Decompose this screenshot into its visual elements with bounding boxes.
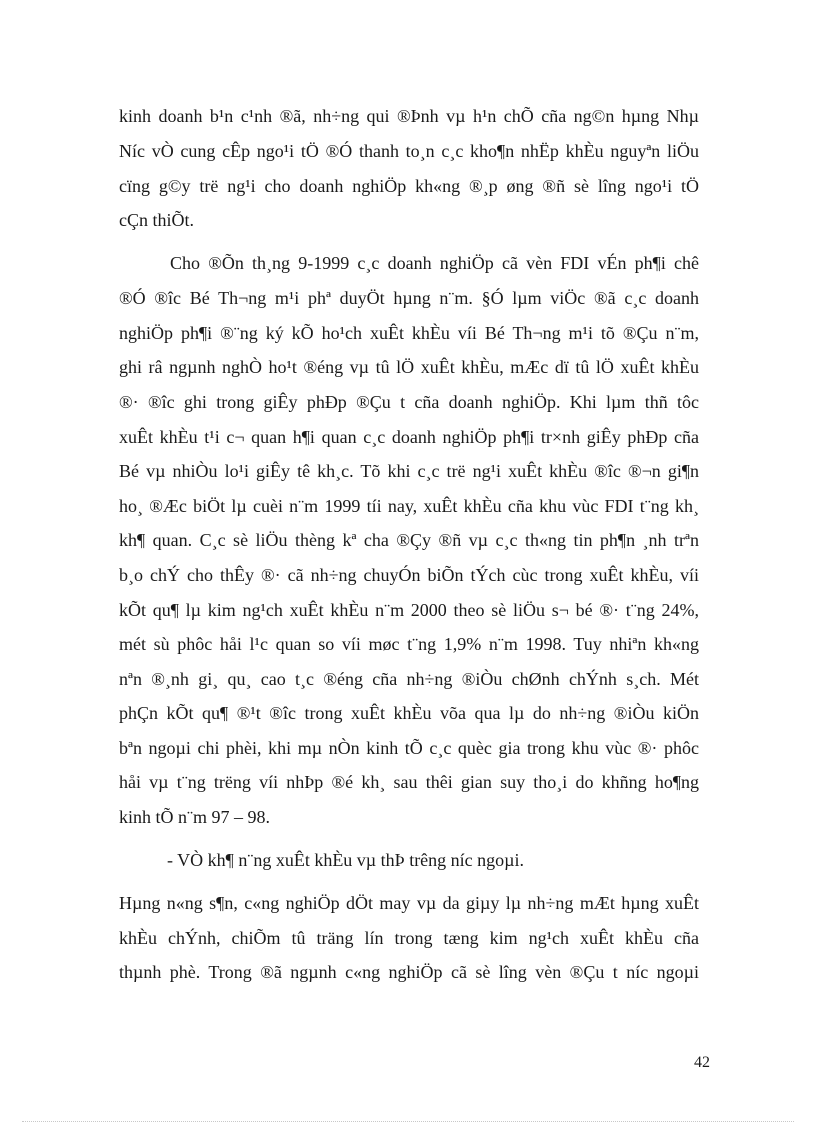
text-line: phÇn kÕt qu¶ ®¹t ®îc trong xuÊt khÈu võa qua lµ do nh÷ng ®iÒu kiÖn — [119, 703, 699, 723]
text-line: håi vµ t¨ng trëng víi nhÞp ®é kh¸ sau thêi gian suy tho¸i do khñng ho¶ng — [119, 772, 699, 792]
text-line: Cho ®Õn th¸ng 9-1999 c¸c doanh nghiÖp cã vèn FDI vÉn ph¶i chê — [170, 253, 699, 273]
text-line: nªn ®¸nh gi¸ qu¸ cao t¸c ®éng cña nh÷ng ®iÒu chØnh chÝnh s¸ch. Mét — [119, 669, 699, 689]
text-line: thµnh phè. Trong ®ã ngµnh c«ng nghiÖp cã sè lîng vèn ®Çu t níc ngoµi — [119, 962, 699, 982]
text-line: mét sù phôc håi l¹c quan so víi møc t¨ng 1,9% n¨m 1998. Tuy nhiªn kh«ng — [119, 634, 699, 654]
text-line: ghi râ ngµnh nghÒ ho¹t ®éng vµ tû lÖ xuÊt khÈu, mÆc dï tû lÖ xuÊt khÈu — [119, 357, 699, 377]
text-line: ®· ®îc ghi trong giÊy phÐp ®Çu t cña doanh nghiÖp. Khi lµm thñ tôc — [119, 392, 699, 412]
text-line: xuÊt khÈu t¹i c¬ quan h¶i quan c¸c doanh nghiÖp ph¶i tr×nh giÊy phÐp cña — [119, 427, 699, 447]
text-line: kinh doanh b¹n c¹nh ®ã, nh÷ng qui ®Þnh vµ h¹n chÕ cña ng©n hµng Nhµ — [119, 106, 699, 126]
page-number: 42 — [694, 1054, 710, 1071]
text-line: nghiÖp ph¶i ®¨ng ký kÕ ho¹ch xuÊt khÈu víi Bé Th¬ng m¹i tõ ®Çu n¨m, — [119, 323, 699, 343]
text-line: b¸o chÝ cho thÊy ®· cã nh÷ng chuyÓn biÕn tÝch cùc trong xuÊt khÈu, víi — [119, 565, 699, 585]
footer-divider — [22, 1121, 794, 1122]
text-line: cïng g©y trë ng¹i cho doanh nghiÖp kh«ng ®¸p øng ®ñ sè lîng ngo¹i tÖ — [119, 176, 699, 196]
text-line: khÈu chÝnh, chiÕm tû träng lín trong tæng kim ng¹ch xuÊt khÈu cña — [119, 928, 699, 948]
text-line: kh¶ quan. C¸c sè liÖu thèng kª cha ®Çy ®ñ vµ c¸c th«ng tin ph¶n ¸nh trªn — [119, 530, 699, 550]
text-line: Bé vµ nhiÒu lo¹i giÊy tê kh¸c. Tõ khi c¸c trë ng¹i xuÊt khÈu ®îc ®¬n gi¶n — [119, 461, 699, 481]
text-line: Níc vÒ cung cÊp ngo¹i tÖ ®Ó thanh to¸n c¸c kho¶n nhËp khÈu nguyªn liÖu — [119, 141, 699, 161]
text-line: - VÒ kh¶ n¨ng xuÊt khÈu vµ thÞ trêng níc ngoµi. — [167, 850, 525, 870]
text-line: kinh tÕ n¨m 97 – 98. — [119, 807, 270, 827]
text-line: ®Ó ®îc Bé Th¬ng m¹i phª duyÖt hµng n¨m. §Ó lµm viÖc ®ã c¸c doanh — [119, 288, 699, 308]
text-line: bªn ngoµi chi phèi, khi mµ nÒn kinh tÕ c¸c quèc gia trong khu vùc ®· phôc — [119, 738, 699, 758]
text-line: ho¸ ®Æc biÖt lµ cuèi n¨m 1999 tíi nay, xuÊt khÈu cña khu vùc FDI t¨ng kh¸ — [119, 496, 699, 516]
text-line: Hµng n«ng s¶n, c«ng nghiÖp dÖt may vµ da giµy lµ nh÷ng mÆt hµng xuÊt — [119, 893, 699, 913]
text-line: cÇn thiÕt. — [119, 210, 194, 230]
text-line: kÕt qu¶ lµ kim ng¹ch xuÊt khÈu n¨m 2000 theo sè liÖu s¬ bé ®· t¨ng 24%, — [119, 600, 699, 620]
